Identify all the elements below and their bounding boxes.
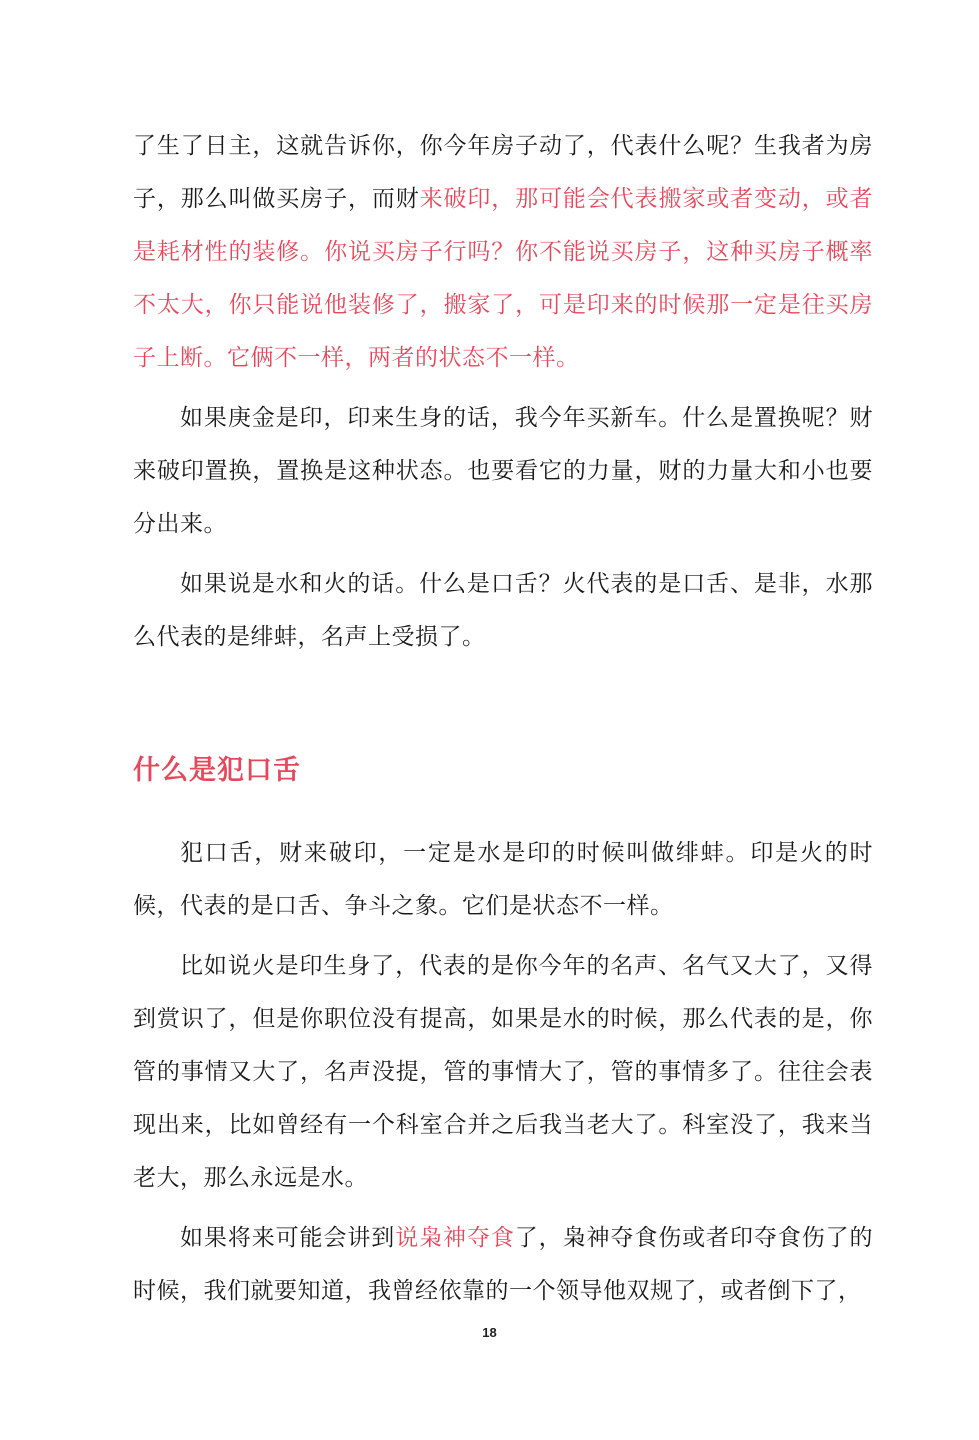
paragraph-5 bbox=[133, 940, 873, 1205]
paragraph-1-highlight: 来破印，那可能会代表搬家或者变动，或者是耗材性的装修。你说买房子行吗？你不能说买房子，这种买房子概率不太大，你只能说他装修了，搬家了，可是印来的时候那一定是往买房子上断。它俩不一样，两者的状态不一样。 bbox=[133, 186, 874, 371]
paragraph-1 bbox=[133, 120, 873, 385]
paragraph-6 bbox=[133, 1212, 873, 1318]
paragraph-3-text: 如果说是水和火的话。什么是口舌？火代表的是口舌、是非，水那么代表的是绯蚌，名声上受损了。 bbox=[133, 571, 873, 650]
page-number: 18 bbox=[482, 1325, 497, 1340]
paragraph-4-text: 犯口舌，财来破印，一定是水是印的时候叫做绯蚌。印是火的时候，代表的是口舌、争斗之象。它们是状态不一样。 bbox=[133, 840, 873, 919]
page-content bbox=[133, 120, 873, 1318]
paragraph-2 bbox=[133, 392, 873, 551]
paragraph-3 bbox=[133, 558, 873, 664]
paragraph-1-text: 了生了日主，这就告诉你，你今年房子动了，代表什么呢？生我者为房子，那么叫做买房子，而财 bbox=[133, 133, 873, 212]
paragraph-6-highlight: 说枭神夺食 bbox=[395, 1225, 515, 1251]
paragraph-4 bbox=[133, 827, 873, 933]
section-heading: 什么是犯口舌 bbox=[133, 755, 301, 786]
paragraph-2-text: 如果庚金是印，印来生身的话，我今年买新车。什么是置换呢？财来破印置换，置换是这种状态。也要看它的力量，财的力量大和小也要分出来。 bbox=[133, 405, 873, 537]
paragraph-5-text: 比如说火是印生身了，代表的是你今年的名声、名气又大了，又得到赏识了，但是你职位没有提高，如果是水的时候，那么代表的是，你管的事情又大了，名声没提，管的事情大了，管的事情多了。往往会表现出来，比如曾经有一个科室合并之后我当老大了。科室没了，我来当老大，那么永远是水。 bbox=[133, 953, 873, 1191]
paragraph-6-text-a: 如果将来可能会讲到 bbox=[180, 1225, 396, 1251]
paragraph-6-text-b: 了，枭神夺食伤或者印夺食伤了的时候，我们就要知道，我曾经依靠的一个领导他双规了，或者倒下了， bbox=[133, 1225, 874, 1304]
